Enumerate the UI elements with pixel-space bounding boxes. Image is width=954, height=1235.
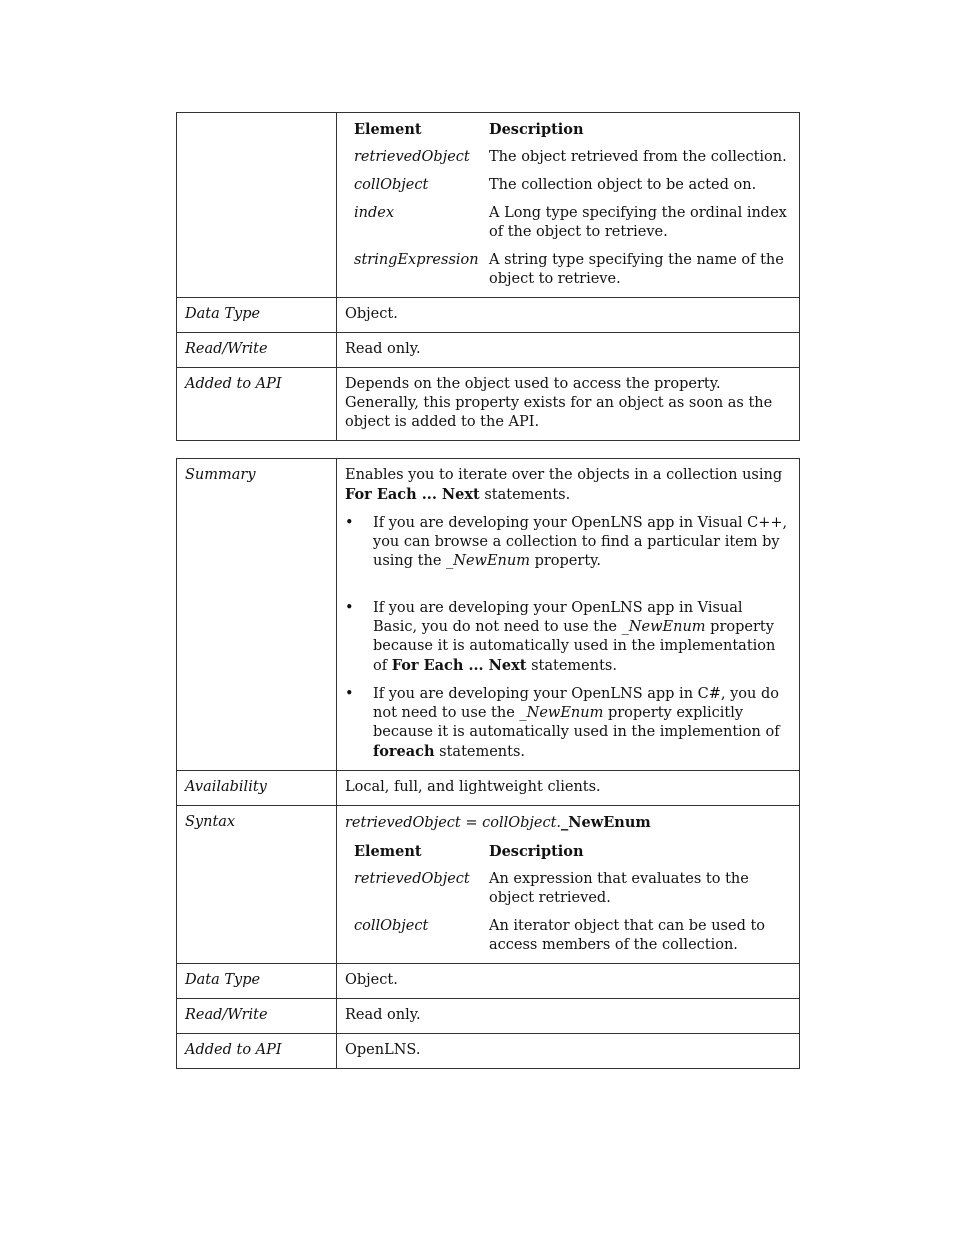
bullet-text: statements. <box>434 744 526 760</box>
list-item <box>345 514 791 571</box>
element-description: An expression that evaluates to the object retrieved. <box>489 871 749 906</box>
bullet-text: If you are developing your OpenLNS app in Visual C++, you can browse a collection to find a particular item by using the <box>373 515 788 569</box>
property-table-continued <box>176 112 800 441</box>
bullet-italic: _NewEnum <box>621 619 706 635</box>
row-label: Summary <box>177 459 337 771</box>
added-to-api-row <box>177 368 800 441</box>
summary-cell <box>337 459 800 771</box>
read-write-row <box>177 333 800 368</box>
list-item <box>345 599 791 676</box>
element-header: Element <box>354 121 422 138</box>
syntax-cell <box>337 806 800 964</box>
element-name: stringExpression <box>354 252 479 268</box>
read-write-row <box>177 999 800 1034</box>
summary-intro <box>345 466 791 505</box>
row-value: Local, full, and lightweight clients. <box>337 771 800 806</box>
data-type-row <box>177 964 800 999</box>
bullet-bold: For Each ... Next <box>391 657 527 674</box>
bullet-text: property explicitly because it is automatically used in the implemention of <box>373 705 780 740</box>
table-row <box>354 148 791 176</box>
syntax-elements-header <box>354 120 791 148</box>
element-name: collObject <box>354 177 429 193</box>
row-label: Syntax <box>177 806 337 964</box>
syntax-elements-cell <box>337 113 800 298</box>
syntax-elements-header <box>354 842 791 870</box>
row-value: Object. <box>337 298 800 333</box>
table-row <box>354 251 791 289</box>
syntax-label-cell <box>177 113 337 298</box>
summary-intro-text: Enables you to iterate over the objects in a collection using <box>345 467 783 483</box>
table-row <box>354 204 791 251</box>
syntax-row <box>177 113 800 298</box>
summary-bullet-list <box>345 514 791 762</box>
row-label: Read/Write <box>177 333 337 368</box>
syntax-row <box>177 806 800 964</box>
row-label: Added to API <box>177 368 337 441</box>
row-label: Availability <box>177 771 337 806</box>
summary-intro-end: statements. <box>484 487 571 503</box>
element-header: Element <box>354 843 422 860</box>
element-description: A Long type specifying the ordinal index of the object to retrieve. <box>489 205 787 240</box>
bullet-italic: _NewEnum <box>446 553 530 569</box>
row-label: Added to API <box>177 1034 337 1069</box>
element-description: The object retrieved from the collection. <box>489 149 787 165</box>
row-label: Data Type <box>177 298 337 333</box>
table-row <box>354 176 791 204</box>
description-header: Description <box>489 843 584 860</box>
bullet-bold: foreach <box>373 743 435 760</box>
bullet-text: property because it is automatically used in the implementation of <box>373 619 776 674</box>
row-label: Read/Write <box>177 999 337 1034</box>
table-row <box>354 917 791 955</box>
summary-intro-bold: For Each ... Next <box>345 486 480 503</box>
description-header: Description <box>489 121 584 138</box>
bullet-text: property. <box>529 553 602 569</box>
summary-row <box>177 459 800 771</box>
row-value: Object. <box>337 964 800 999</box>
row-label: Data Type <box>177 964 337 999</box>
row-value: OpenLNS. <box>337 1034 800 1069</box>
element-name: collObject <box>354 918 429 934</box>
table-row <box>354 870 791 917</box>
row-value: Read only. <box>337 333 800 368</box>
bullet-italic: _NewEnum <box>519 705 604 721</box>
data-type-row <box>177 298 800 333</box>
element-description: An iterator object that can be used to access members of the collection. <box>489 918 766 953</box>
row-value: Read only. <box>337 999 800 1034</box>
bullet-text: statements. <box>526 658 617 674</box>
syntax-expr-italic: retrievedObject = collObject. <box>345 815 562 831</box>
element-name: index <box>354 205 395 221</box>
syntax-elements-table <box>354 120 791 289</box>
row-value: Depends on the object used to access the property. Generally, this property exists for an object as soon as the object is added to the API. <box>337 368 800 441</box>
list-item <box>345 685 791 762</box>
element-description: The collection object to be acted on. <box>489 177 757 193</box>
element-description: A string type specifying the name of the object to retrieve. <box>489 252 784 287</box>
bullet-text: If you are developing your OpenLNS app in C#, you do not need to use the <box>373 686 779 721</box>
bullet-text: If you are developing your OpenLNS app in Visual Basic, you do not need to use the <box>373 600 743 635</box>
syntax-elements-table <box>354 842 791 955</box>
element-name: retrievedObject <box>354 871 470 887</box>
syntax-expr-bold: _NewEnum <box>561 814 651 831</box>
added-to-api-row <box>177 1034 800 1069</box>
syntax-expression <box>345 813 791 833</box>
element-name: retrievedObject <box>354 149 470 165</box>
availability-row <box>177 771 800 806</box>
newenum-property-table <box>176 458 800 1069</box>
